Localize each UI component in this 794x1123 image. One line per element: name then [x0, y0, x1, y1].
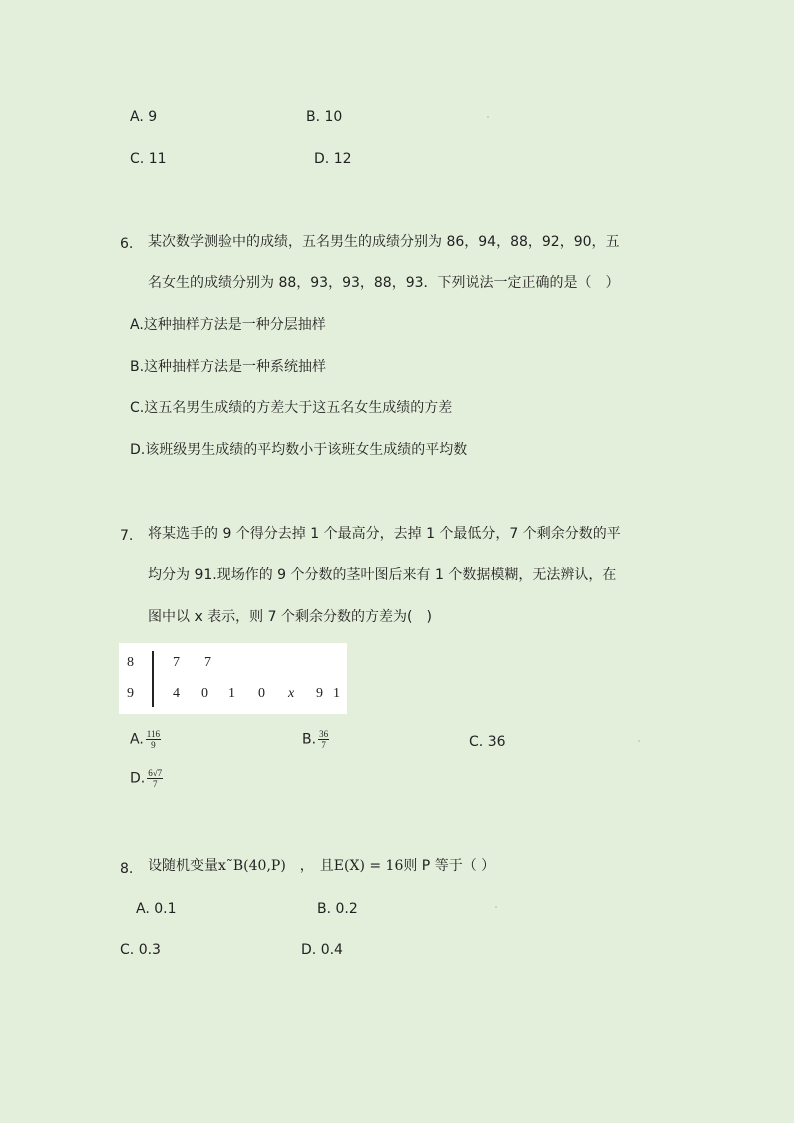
option-letter: C.	[130, 400, 145, 416]
option-text: 这五名男生成绩的方差大于这五名女生成绩的方差	[144, 400, 453, 416]
q6-option-b	[130, 358, 326, 376]
q5-option-c	[130, 150, 167, 168]
option-text: 这种抽样方法是一种系统抽样	[144, 359, 327, 375]
option-text: 该班级男生成绩的平均数小于该班女生成绩的平均数	[145, 442, 468, 458]
stem-leaf-plot	[119, 643, 347, 714]
q8-option-b	[317, 900, 358, 918]
q7-option-b	[302, 729, 329, 750]
option-letter: B.	[302, 731, 317, 748]
q8-comma: ，	[299, 858, 314, 874]
q6-number: 6.	[120, 236, 134, 252]
q7-option-d	[130, 768, 163, 789]
q7-stem-line2: 均分为 91.现场作的 9 个分数的茎叶图后来有 1 个数据模糊，无法辨认，在	[148, 567, 617, 583]
option-text: 这种抽样方法是一种分层抽样	[143, 317, 326, 333]
q7-option-a	[130, 729, 161, 750]
numerator: 6√7	[148, 768, 163, 778]
option-text: 0.1	[154, 901, 177, 917]
q6-option-d	[130, 441, 467, 459]
artifact-dot	[495, 906, 497, 908]
fraction	[146, 729, 161, 750]
option-letter: B.	[306, 109, 321, 125]
q7-option-c	[469, 733, 506, 751]
q5-option-d	[314, 150, 352, 168]
q5-option-b	[306, 108, 342, 126]
leaf: 1	[333, 686, 340, 701]
option-letter: C.	[120, 942, 135, 958]
option-text: 11	[148, 151, 167, 167]
q6-option-c	[130, 399, 452, 417]
q8-formula-distribution: x˜B(40,P)	[218, 858, 286, 874]
q8-mid: 且	[319, 858, 334, 874]
artifact-dot	[638, 740, 640, 742]
q6-option-a	[130, 316, 326, 334]
q6-stem-line1: 某次数学测验中的成绩，五名男生的成绩分别为 86，94，88，92，90，五	[148, 234, 620, 250]
q8-stem	[148, 857, 495, 875]
option-text: 10	[324, 109, 343, 125]
leaf-unknown-x: x	[288, 686, 295, 701]
option-letter: C.	[130, 151, 145, 167]
leaf: 0	[201, 686, 208, 701]
stem-divider	[152, 651, 154, 707]
option-letter: A.	[130, 731, 144, 748]
q8-prefix: 设随机变量	[148, 858, 218, 874]
denominator: 9	[151, 740, 156, 750]
option-letter: A.	[130, 109, 144, 125]
q7-number: 7.	[120, 528, 134, 544]
numerator: 116	[146, 729, 160, 739]
leaf: 0	[258, 686, 265, 701]
denominator: 7	[152, 779, 158, 789]
numerator: 36	[319, 729, 329, 739]
q6-stem-line2: 名女生的成绩分别为 88，93，93，88，93．下列说法一定正确的是（ ）	[148, 275, 620, 291]
q8-suffix: 则 P 等于（ ）	[403, 858, 496, 874]
q8-option-a	[136, 900, 177, 918]
denominator: 7	[321, 740, 326, 750]
stem-9: 9	[127, 686, 134, 701]
q8-option-d	[301, 941, 343, 959]
leaf: 4	[173, 686, 180, 701]
leaf: 7	[173, 655, 180, 670]
option-letter: A.	[136, 901, 150, 917]
option-letter: C.	[469, 734, 484, 750]
option-text: 36	[487, 734, 506, 750]
fraction	[318, 729, 329, 750]
option-letter: D.	[301, 942, 317, 958]
option-letter: A.	[130, 317, 144, 333]
q8-number: 8.	[120, 861, 134, 877]
leaf: 7	[204, 655, 211, 670]
option-letter: B.	[130, 359, 145, 375]
q5-option-a	[130, 108, 157, 126]
q8-formula-expectation: E(X) = 16	[333, 858, 404, 874]
option-letter: D.	[314, 151, 330, 167]
option-letter: D.	[130, 770, 146, 787]
option-text: 0.3	[138, 942, 161, 958]
artifact-dot	[487, 116, 489, 118]
option-letter: B.	[317, 901, 332, 917]
option-text: 9	[148, 109, 158, 125]
stem-8: 8	[127, 655, 134, 670]
option-letter: D.	[130, 442, 146, 458]
fraction	[147, 768, 163, 789]
option-text: 0.4	[320, 942, 343, 958]
option-text: 0.2	[335, 901, 358, 917]
q8-option-c	[120, 941, 161, 959]
leaf: 9	[316, 686, 323, 701]
q7-stem-line1: 将某选手的 9 个得分去掉 1 个最高分，去掉 1 个最低分，7 个剩余分数的平	[148, 526, 621, 542]
q7-stem-line3: 图中以 x 表示，则 7 个剩余分数的方差为( )	[148, 609, 432, 625]
option-text: 12	[333, 151, 352, 167]
leaf: 1	[228, 686, 235, 701]
